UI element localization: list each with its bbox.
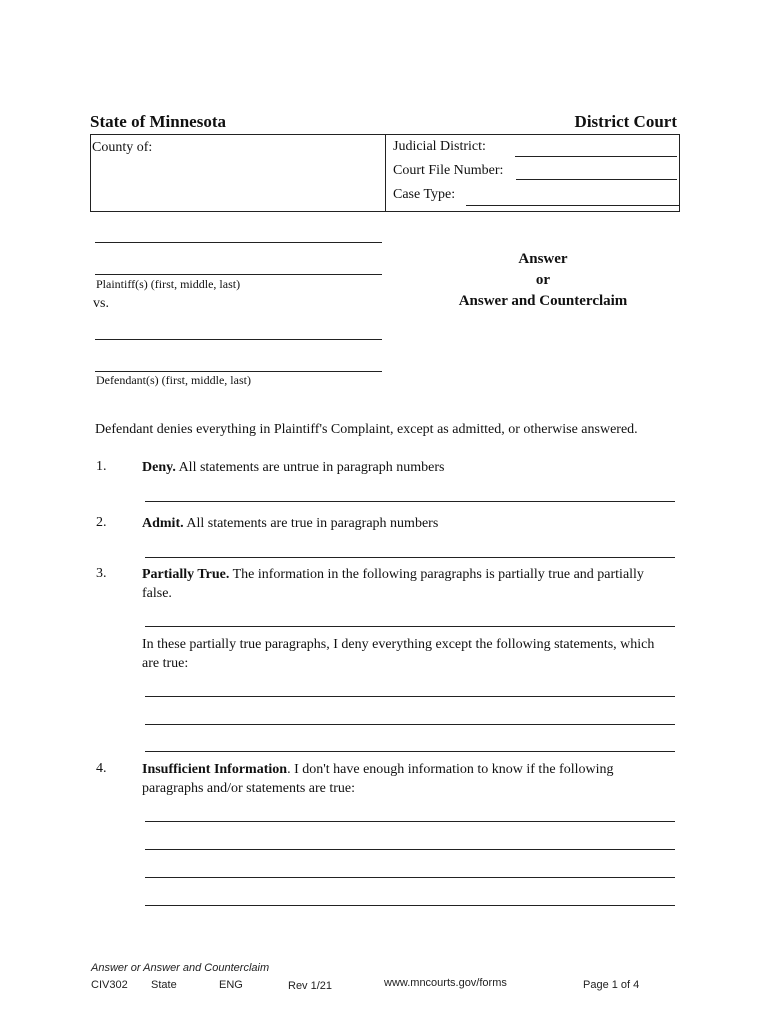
- defendant-name-line-2[interactable]: [95, 371, 382, 372]
- item-3-true-statements-line-3[interactable]: [145, 751, 675, 752]
- item-3-answer-line[interactable]: [145, 626, 675, 627]
- item-3-text: [142, 565, 647, 603]
- item-3-body: The information in the following paragraphs is partially true and partially false.: [142, 567, 644, 601]
- plaintiff-name-line-2[interactable]: [95, 274, 382, 275]
- document-title: [420, 249, 666, 312]
- footer-form-title: Answer or Answer and Counterclaim: [91, 962, 270, 974]
- item-3-true-statements-line-1[interactable]: [145, 696, 675, 697]
- item-4-body: . I don't have enough information to know if the following paragraphs and/or statements are true:: [142, 762, 614, 796]
- item-2-body: All statements are true in paragraph numbers: [183, 516, 439, 531]
- item-4-number: 4.: [96, 761, 107, 776]
- item-2-text: [142, 514, 682, 533]
- item-2-answer-line[interactable]: [145, 557, 675, 558]
- county-label: County of:: [92, 140, 153, 155]
- item-3-followup-text: In these partially true paragraphs, I deny everything except the following statements, which are true:: [142, 637, 655, 671]
- item-4-answer-line-2[interactable]: [145, 849, 675, 850]
- item-4-text: [142, 760, 662, 798]
- item-1-number: 1.: [96, 459, 107, 474]
- court-file-number-field[interactable]: [516, 179, 677, 180]
- item-4-answer-line-1[interactable]: [145, 821, 675, 822]
- judicial-district-label: Judicial District:: [393, 139, 486, 154]
- defendant-name-line-1[interactable]: [95, 339, 382, 340]
- footer-page-number: Page 1 of 4: [583, 979, 640, 991]
- item-4-heading: Insufficient Information: [142, 762, 288, 777]
- item-2-number: 2.: [96, 515, 107, 530]
- court-heading: District Court: [574, 112, 677, 131]
- caption-divider: [385, 134, 386, 212]
- footer-revision: Rev 1/21: [288, 980, 333, 992]
- item-1-heading: Deny.: [142, 460, 176, 475]
- footer-language: ENG: [219, 979, 243, 991]
- item-3-number: 3.: [96, 566, 107, 581]
- footer-form-code: CIV302: [91, 979, 128, 991]
- footer-website: www.mncourts.gov/forms: [384, 977, 507, 989]
- title-line-2: or: [535, 272, 551, 288]
- item-1-text: [142, 458, 682, 477]
- title-line-1: Answer: [518, 251, 568, 267]
- state-heading: State of Minnesota: [90, 112, 226, 131]
- item-1-answer-line[interactable]: [145, 501, 675, 502]
- case-type-label: Case Type:: [393, 187, 456, 202]
- court-file-number-label: Court File Number:: [393, 163, 504, 178]
- item-3-heading: Partially True.: [142, 567, 230, 582]
- item-4-answer-line-4[interactable]: [145, 905, 675, 906]
- title-line-3: Answer and Counterclaim: [458, 293, 628, 309]
- item-4-answer-line-3[interactable]: [145, 877, 675, 878]
- defendant-label: Defendant(s) (first, middle, last): [96, 373, 251, 387]
- item-2-heading: Admit.: [142, 516, 184, 531]
- item-1-body: All statements are untrue in paragraph numbers: [175, 460, 445, 475]
- intro-statement: Defendant denies everything in Plaintiff's Complaint, except as admitted, or otherwise answered.: [95, 422, 638, 437]
- plaintiff-name-line-1[interactable]: [95, 242, 382, 243]
- plaintiff-label: Plaintiff(s) (first, middle, last): [96, 277, 241, 291]
- footer-jurisdiction: State: [151, 979, 177, 991]
- item-3-true-statements-line-2[interactable]: [145, 724, 675, 725]
- versus-label: vs.: [93, 296, 109, 311]
- judicial-district-field[interactable]: [515, 156, 677, 157]
- case-type-field[interactable]: [466, 205, 680, 206]
